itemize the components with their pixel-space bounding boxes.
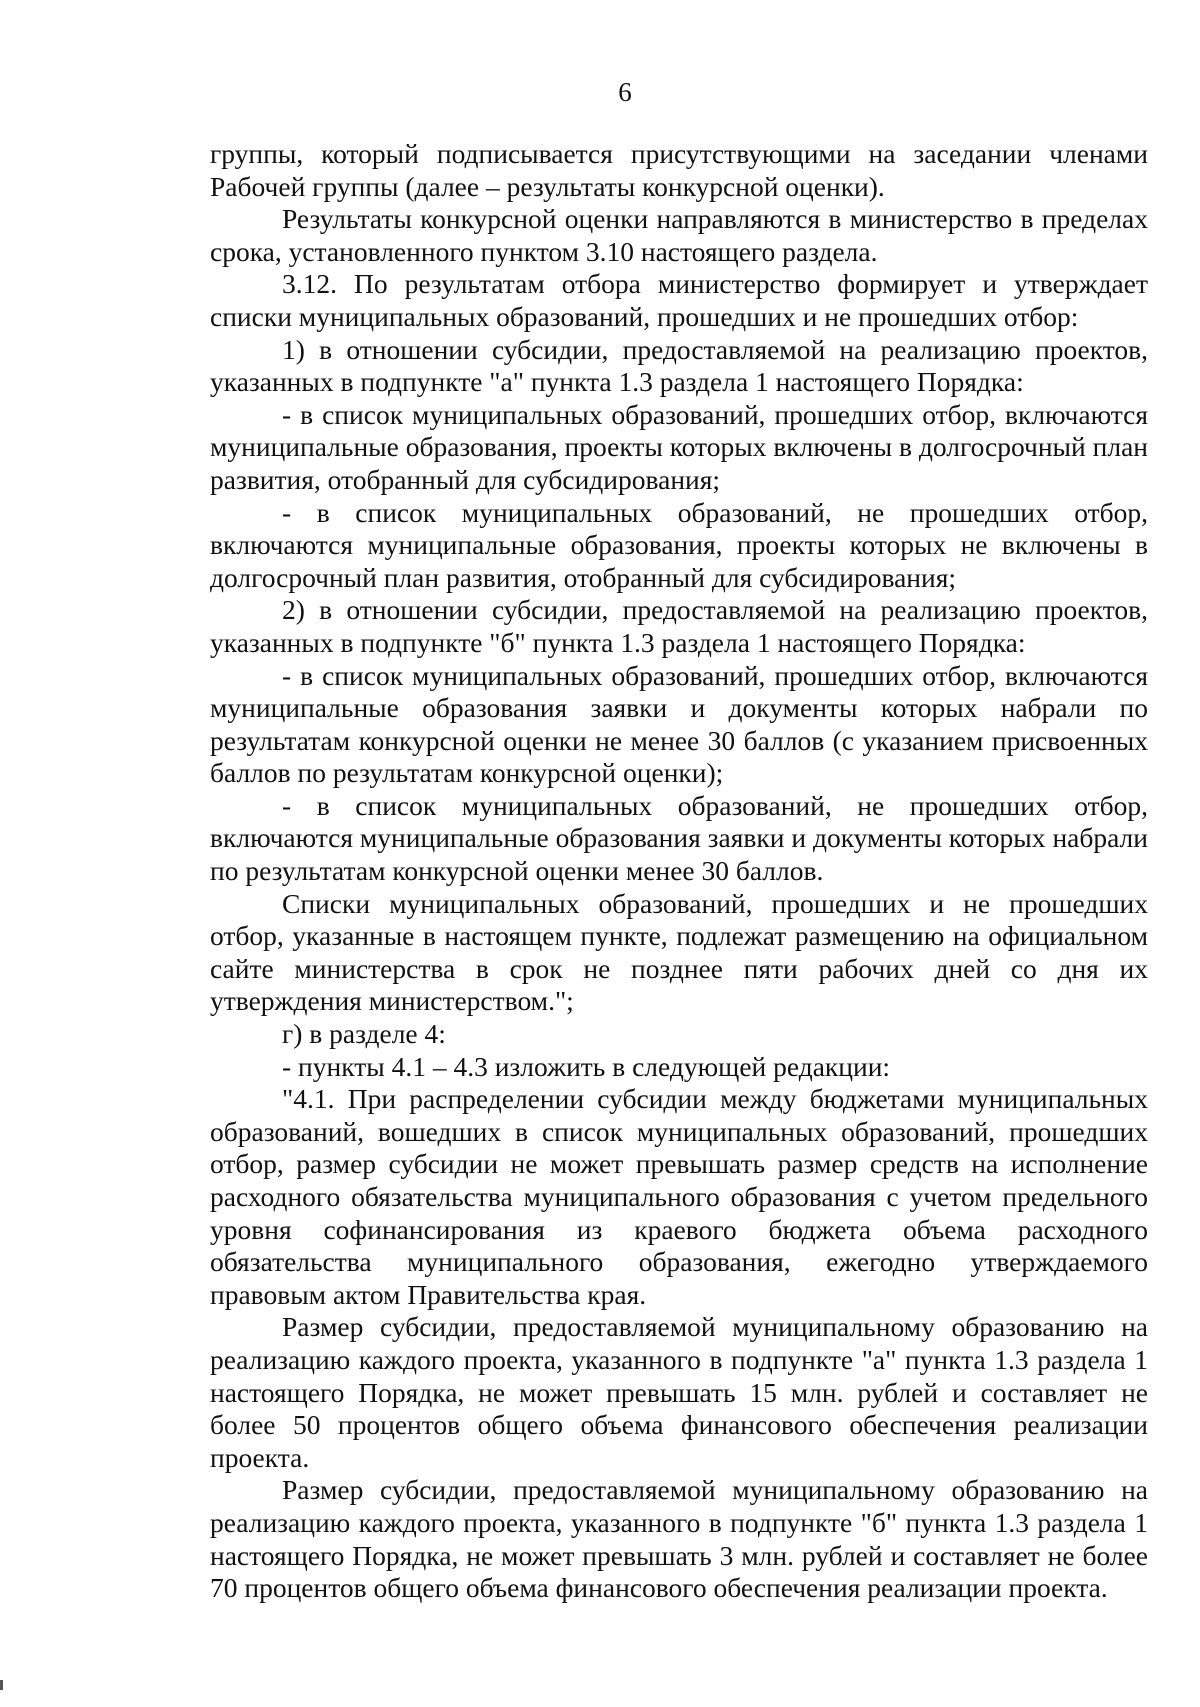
list-item: - в список муниципальных образований, не прошедших отбор, включаются муниципальные образования заявки и документы которых набрали по результатам конкурсной оценки менее 30 баллов. <box>210 789 1148 887</box>
paragraph: "4.1. При распределении субсидии между бюджетами муниципальных образований, вошедших в список муниципальных образований, прошедших отбор, размер субсидии не может превышать размер средств на исполнение расходного обязательства муниципального образования с учетом предельного уровня софинансирования из краевого бюджета объема расходного обязательства муниципального образования, ежегодно утверждаемого правовым актом Правительства края. <box>210 1083 1148 1310</box>
paragraph: Результаты конкурсной оценки направляются в министерство в пределах срока, установленного пунктом 3.10 настоящего раздела. <box>210 203 1148 267</box>
page-number: 6 <box>618 77 632 107</box>
paragraph: 1) в отношении субсидии, предоставляемой на реализацию проектов, указанных в подпункте "а" пункта 1.3 раздела 1 настоящего Порядка: <box>210 333 1148 398</box>
paragraph: Размер субсидии, предоставляемой муниципальному образованию на реализацию каждого проекта, указанного в подпункте "а" пункта 1.3 раздела 1 настоящего Порядка, не может превышать 15 млн. рублей и составляет не более 50 процентов общего объема финансового обеспечения реализации проекта. <box>210 1311 1148 1473</box>
paragraph: 2) в отношении субсидии, предоставляемой на реализацию проектов, указанных в подпункте "б" пункта 1.3 раздела 1 настоящего Порядка: <box>210 594 1148 658</box>
paragraph: Размер субсидии, предоставляемой муниципальному образованию на реализацию каждого проекта, указанного в подпункте "б" пункта 1.3 раздела 1 настоящего Порядка, не может превышать 3 млн. рублей и составляет не более 70 процентов общего объема финансового обеспечения реализации проекта. <box>210 1474 1148 1604</box>
paragraph: 3.12. По результатам отбора министерство формирует и утверждает списки муниципальных образований, прошедших и не прошедших отбор: <box>210 268 1148 332</box>
document-body <box>210 138 1148 1605</box>
list-item: - в список муниципальных образований, прошедших отбор, включаются муниципальные образования заявки и документы которых набрали по результатам конкурсной оценки не менее 30 баллов (с указанием присвоенных баллов по результатам конкурсной оценки); <box>210 659 1148 789</box>
scan-edge-mark <box>0 1680 3 1690</box>
list-item: - в список муниципальных образований, не прошедших отбор, включаются муниципальные образования, проекты которых не включены в долгосрочный план развития, отобранный для субсидирования; <box>210 496 1148 593</box>
paragraph: г) в разделе 4: <box>282 1018 446 1050</box>
paragraph: группы, который подписывается присутствующими на заседании членами Рабочей группы (далее – результаты конкурсной оценки). <box>210 138 1148 202</box>
list-item: - в список муниципальных образований, прошедших отбор, включаются муниципальные образования, проекты которых включены в долгосрочный план развития, отобранный для субсидирования; <box>210 398 1148 495</box>
list-item: - пункты 4.1 – 4.3 изложить в следующей редакции: <box>282 1050 891 1082</box>
paragraph: Списки муниципальных образований, прошедших и не прошедших отбор, указанные в настоящем пункте, подлежат размещению на официальном сайте министерства в срок не позднее пяти рабочих дней со дня их утверждения министерством."; <box>210 887 1148 1017</box>
